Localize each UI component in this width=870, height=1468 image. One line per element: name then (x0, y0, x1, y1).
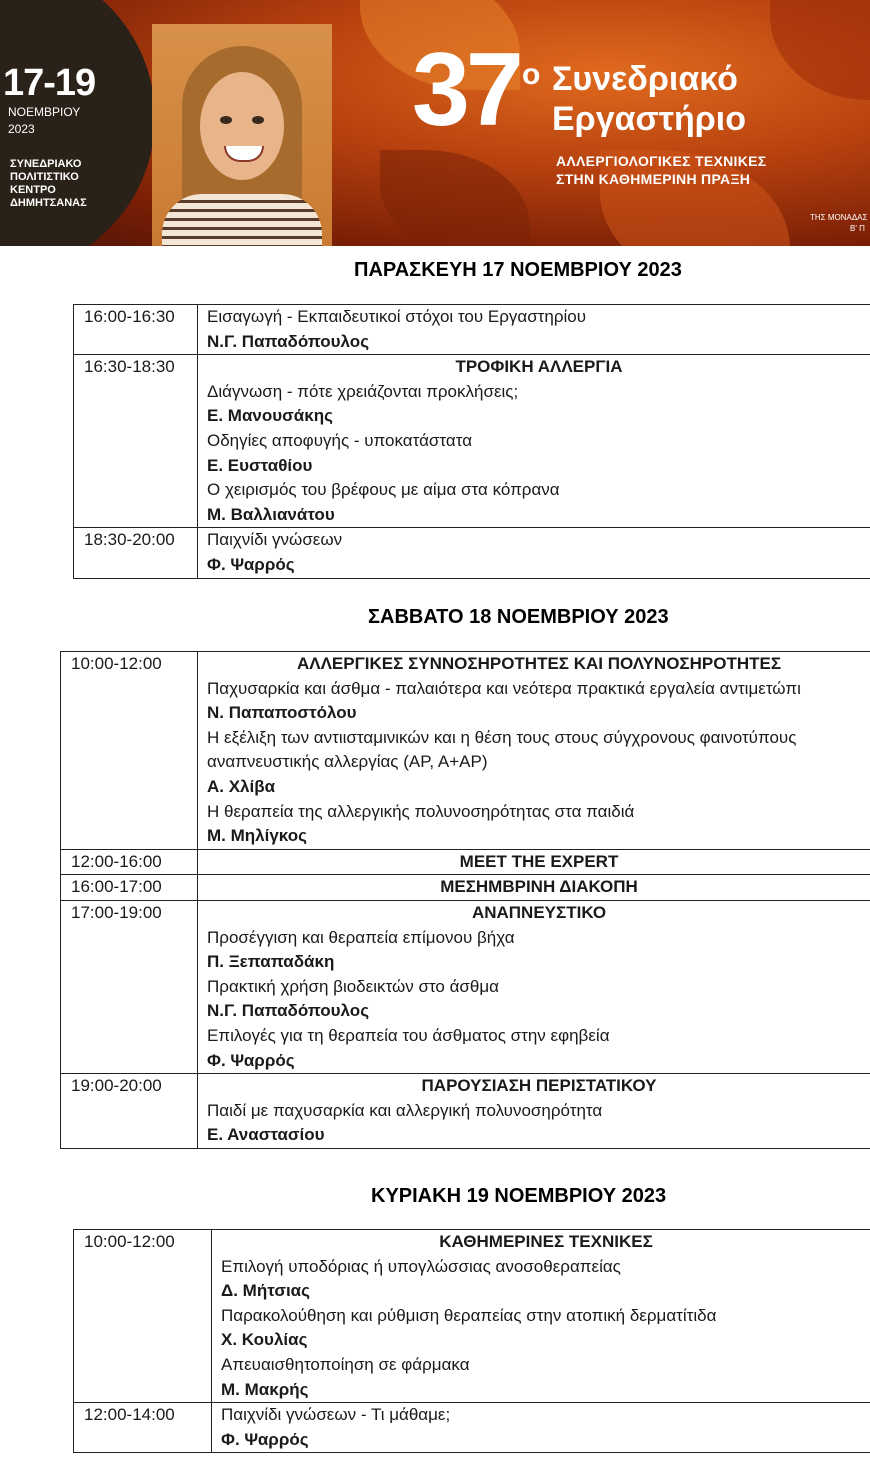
leaf-decoration (770, 0, 870, 100)
session-section-title: ΑΛΛΕΡΓΙΚΕΣ ΣΥΝΝΟΣΗΡΟΤΗΤΕΣ ΚΑΙ ΠΟΛΥΝΟΣΗΡΟΤΗΤΕΣ (296, 654, 782, 673)
speaker-name: Ν.Γ. Παπαδόπουλος (207, 331, 370, 351)
session-section-title: ΠΑΡΟΥΣΙΑΣΗ ΠΕΡΙΣΤΑΤΙΚΟΥ (421, 1076, 657, 1096)
schedule-row (61, 900, 870, 1073)
venue-line: ΔΗΜΗΤΣΑΝΑΣ (10, 197, 87, 209)
speaker-name: Μ. Βαλλιανάτου (207, 504, 335, 524)
schedule-row (74, 1403, 870, 1453)
talk-title: Εισαγωγή - Εκπαιδευτικοί στόχοι του Εργαστηρίου (207, 307, 587, 326)
session-section-title: ΜΕΣΗΜΒΡΙΝΗ ΔΙΑΚΟΠΗ (440, 877, 638, 897)
schedule-row (74, 355, 870, 528)
speaker-name: Ν.Γ. Παπαδόπουλος (207, 1001, 370, 1021)
session-content (198, 875, 870, 901)
speaker-name: Δ. Μήτσιας (221, 1281, 310, 1301)
talk-title: Προσέγγιση και θεραπεία επίμονου βήχα (207, 927, 515, 947)
speaker-name: Φ. Ψαρρός (207, 1050, 295, 1070)
schedule-row (61, 875, 870, 901)
session-section-title: MEET THE EXPERT (459, 851, 619, 871)
session-content (198, 900, 870, 1073)
session-content (212, 1403, 870, 1453)
session-time: 10:00-12:00 (61, 652, 198, 850)
talk-title: αναπνευστικής αλλεργίας (ΑΡ, Α+ΑΡ) (207, 752, 488, 772)
schedule-row (61, 849, 870, 875)
talk-title: Παιχνίδι γνώσεων (207, 530, 343, 550)
leaf-decoration (380, 150, 530, 246)
session-section-title: ΤΡΟΦΙΚΗ ΑΛΛΕΡΓΙΑ (455, 357, 623, 377)
schedule-table-sunday (73, 1229, 870, 1453)
session-content (198, 305, 870, 355)
photo-shirt (162, 194, 322, 246)
speaker-name: Μ. Μηλίγκος (207, 826, 307, 846)
event-banner (0, 0, 870, 246)
talk-title: Η εξέλιξη των αντιισταμινικών και η θέση τους στους σύγχρονους φαινοτύπους (207, 727, 797, 747)
session-time: 12:00-16:00 (61, 849, 198, 875)
speaker-name: Φ. Ψαρρός (221, 1429, 309, 1449)
schedule-table-saturday (60, 651, 870, 1149)
corner-line: Β' Π (850, 224, 865, 233)
talk-title: Διάγνωση - πότε χρειάζονται προκλήσεις; (207, 381, 519, 401)
talk-title: Πρακτική χρήση βιοδεικτών στο άσθμα (207, 976, 500, 996)
event-subtitle-line1: ΑΛΛΕΡΓΙΟΛΟΓΙΚΕΣ ΤΕΧΝΙΚΕΣ (556, 153, 767, 169)
photo-face (200, 72, 284, 180)
talk-title: Παιχνίδι γνώσεων - Τι μάθαμε; (221, 1405, 451, 1425)
speaker-name: Φ. Ψαρρός (207, 554, 295, 574)
photo-eye (220, 116, 232, 124)
venue-line: ΠΟΛΙΤΙΣΤΙΚΟ (10, 171, 79, 183)
speaker-name: Μ. Μακρής (221, 1379, 309, 1399)
venue-line: ΚΕΝΤΡΟ (10, 184, 56, 196)
schedule-row (74, 305, 870, 355)
session-time: 18:30-20:00 (74, 528, 198, 578)
session-content (198, 849, 870, 875)
talk-title: Παιδί με παχυσαρκία και αλλεργική πολυνοσηρότητα (207, 1100, 603, 1120)
session-time: 16:00-17:00 (61, 875, 198, 901)
venue-line: ΣΥΝΕΔΡΙΑΚΟ (10, 158, 82, 170)
session-time: 10:00-12:00 (74, 1230, 212, 1403)
event-dates: 17-19 (3, 62, 96, 104)
speaker-name: Ε. Ευσταθίου (207, 455, 313, 475)
session-time: 16:30-18:30 (74, 355, 198, 528)
session-time: 17:00-19:00 (61, 900, 198, 1073)
session-content (198, 528, 870, 578)
edition-ordinal: ο (522, 58, 541, 91)
schedule-row (61, 652, 870, 850)
event-month: ΝΟΕΜΒΡΙΟΥ (8, 105, 81, 119)
session-time: 16:00-16:30 (74, 305, 198, 355)
talk-title: Επιλογή υποδόριας ή υπογλώσσιας ανοσοθεραπείας (221, 1256, 621, 1276)
schedule-row (74, 528, 870, 578)
session-content (198, 1074, 870, 1149)
photo-eye (252, 116, 264, 124)
schedule-row (61, 1074, 870, 1149)
session-content (198, 355, 870, 528)
event-venue (10, 158, 120, 210)
speaker-name: Π. Ξεπαπαδάκη (207, 952, 335, 972)
session-time: 12:00-14:00 (74, 1403, 212, 1453)
speaker-name: Ε. Μανουσάκης (207, 406, 333, 426)
talk-title: Η θεραπεία της αλλεργικής πολυνοσηρότητας στα παιδιά (207, 801, 635, 821)
day-heading-saturday: ΣΑΒΒΑΤΟ 18 ΝΟΕΜΒΡΙΟΥ 2023 (368, 606, 669, 628)
talk-title: Απευαισθητοποίηση σε φάρμακα (221, 1354, 470, 1374)
event-title-line2: Εργαστήριο (552, 100, 746, 138)
session-section-title: ΚΑΘΗΜΕΡΙΝΕΣ ΤΕΧΝΙΚΕΣ (439, 1232, 653, 1251)
session-time: 19:00-20:00 (61, 1074, 198, 1149)
speaker-name: Χ. Κουλίας (221, 1330, 308, 1350)
talk-title: Παρακολούθηση και ρύθμιση θεραπείας στην ατοπική δερματίτιδα (221, 1305, 717, 1325)
talk-title: Ο χειρισμός του βρέφους με αίμα στα κόπρανα (207, 480, 560, 500)
talk-title: Παχυσαρκία και άσθμα - παλαιότερα και νεότερα πρακτικά εργαλεία αντιμετώπι (207, 678, 801, 698)
day-heading-friday: ΠΑΡΑΣΚΕΥΗ 17 ΝΟΕΜΒΡΙΟΥ 2023 (354, 259, 682, 281)
event-year: 2023 (8, 122, 35, 136)
day-heading-sunday: ΚΥΡΙΑΚΗ 19 ΝΟΕΜΒΡΙΟΥ 2023 (371, 1185, 667, 1207)
session-section-title: ΑΝΑΠΝΕΥΣΤΙΚΟ (471, 902, 607, 922)
organizer-corner-text (810, 212, 867, 234)
talk-title: Επιλογές για τη θεραπεία του άσθματος στην εφηβεία (207, 1025, 610, 1045)
child-photo (152, 24, 332, 246)
session-content (198, 652, 870, 850)
talk-title: Οδηγίες αποφυγής - υποκατάστατα (207, 430, 473, 450)
schedule-table-friday (73, 304, 870, 579)
session-content (212, 1230, 870, 1403)
speaker-name: Ν. Παπαποστόλου (207, 703, 357, 723)
event-title-line1: Συνεδριακό (552, 60, 738, 98)
event-subtitle-line2: ΣΤΗΝ ΚΑΘΗΜΕΡΙΝΗ ΠΡΑΞΗ (556, 171, 751, 187)
speaker-name: Ε. Αναστασίου (207, 1125, 325, 1145)
schedule-row (74, 1230, 870, 1403)
speaker-name: Α. Χλίβα (207, 776, 276, 796)
corner-line: ΤΗΣ ΜΟΝΑΔΑΣ (810, 213, 868, 222)
edition-number: 37 (412, 32, 520, 148)
